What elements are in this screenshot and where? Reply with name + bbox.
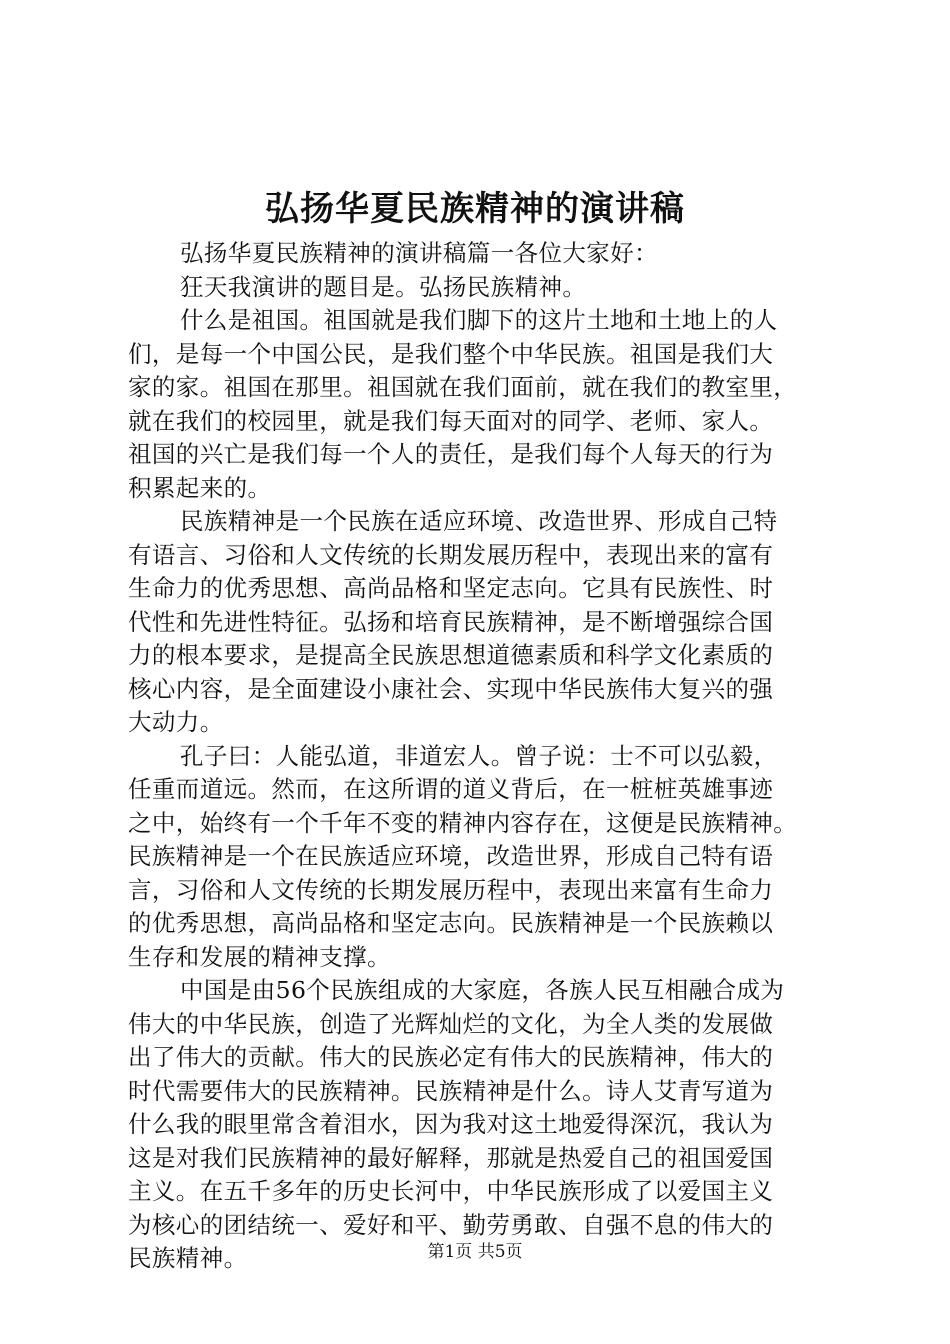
page-footer: 第1页 共5页 (427, 1242, 523, 1262)
text-line: 之中，始终有一个千年不变的精神内容存在，这便是民族精神。 (128, 808, 798, 837)
document-body (128, 237, 828, 1276)
text-line: 代性和先进性特征。弘扬和培育民族精神，是不断增强综合国 (128, 607, 774, 636)
text-line: 中国是由56个民族组成的大家庭，各族人民互相融合成为 (180, 976, 785, 1004)
text-line: 主义。在五千多年的历史长河中，中华民族形成了以爱国主义 (128, 1177, 774, 1205)
text-line: 民族精神。 (128, 1244, 248, 1272)
text-line: 家的家。祖国在那里。祖国就在我们面前，就在我们的教室里， (128, 373, 798, 401)
text-line: 生存和发展的精神支撑。 (128, 942, 391, 971)
text-line: 为核心的团结统一、爱好和平、勤劳勇敢、自强不息的伟大的 (128, 1210, 774, 1239)
text-line: 言，习俗和人文传统的长期发展历程中，表现出来富有生命力 (128, 875, 774, 904)
text-line: 这是对我们民族精神的最好解释，那就是热爱自己的祖国爱国 (128, 1143, 774, 1172)
text-line: 祖国的兴亡是我们每一个人的责任，是我们每个人每天的行为 (128, 440, 774, 468)
document-title: 弘扬华夏民族精神的演讲稿 (265, 189, 685, 229)
text-line: 时代需要伟大的民族精神。民族精神是什么。诗人艾青写道为 (128, 1076, 774, 1105)
text-line: 民族精神是一个在民族适应环境，改造世界，形成自己特有语 (128, 842, 774, 870)
text-line: 就在我们的校园里，就是我们每天面对的同学、老师、家人。 (128, 406, 774, 435)
text-line: 伟大的中华民族，创造了光辉灿烂的文化，为全人类的发展做 (128, 1009, 774, 1038)
text-line: 核心内容，是全面建设小康社会、实现中华民族伟大复兴的强 (128, 674, 774, 703)
text-line: 出了伟大的贡献。伟大的民族必定有伟大的民族精神，伟大的 (128, 1043, 774, 1071)
text-line: 弘扬华夏民族精神的演讲稿篇一各位大家好： (180, 239, 658, 267)
text-line: 生命力的优秀思想、高尚品格和坚定志向。它具有民族性、时 (128, 574, 774, 602)
text-line: 什么是祖国。祖国就是我们脚下的这片土地和土地上的人 (180, 306, 778, 334)
text-line: 有语言、习俗和人文传统的长期发展历程中，表现出来的富有 (128, 540, 774, 569)
text-line: 民族精神是一个民族在适应环境、改造世界、形成自己特 (180, 507, 778, 535)
text-line: 狂天我演讲的题目是。弘扬民族精神。 (180, 272, 587, 301)
text-line: 什么我的眼里常含着泪水，因为我对这土地爱得深沉，我认为 (128, 1110, 774, 1138)
text-line: 积累起来的。 (128, 473, 272, 502)
text-line: 孔子曰：人能弘道，非道宏人。曾子说：士不可以弘毅， (180, 741, 778, 770)
text-line: 的优秀思想，高尚品格和坚定志向。民族精神是一个民族赖以 (128, 909, 774, 937)
text-line: 们，是每一个中国公民，是我们整个中华民族。祖国是我们大 (128, 339, 774, 368)
text-line: 力的根本要求，是提高全民族思想道德素质和科学文化素质的 (128, 641, 774, 669)
text-line: 大动力。 (128, 708, 224, 736)
text-line: 任重而道远。然而，在这所谓的道义背后，在一桩桩英雄事迹 (128, 775, 774, 803)
